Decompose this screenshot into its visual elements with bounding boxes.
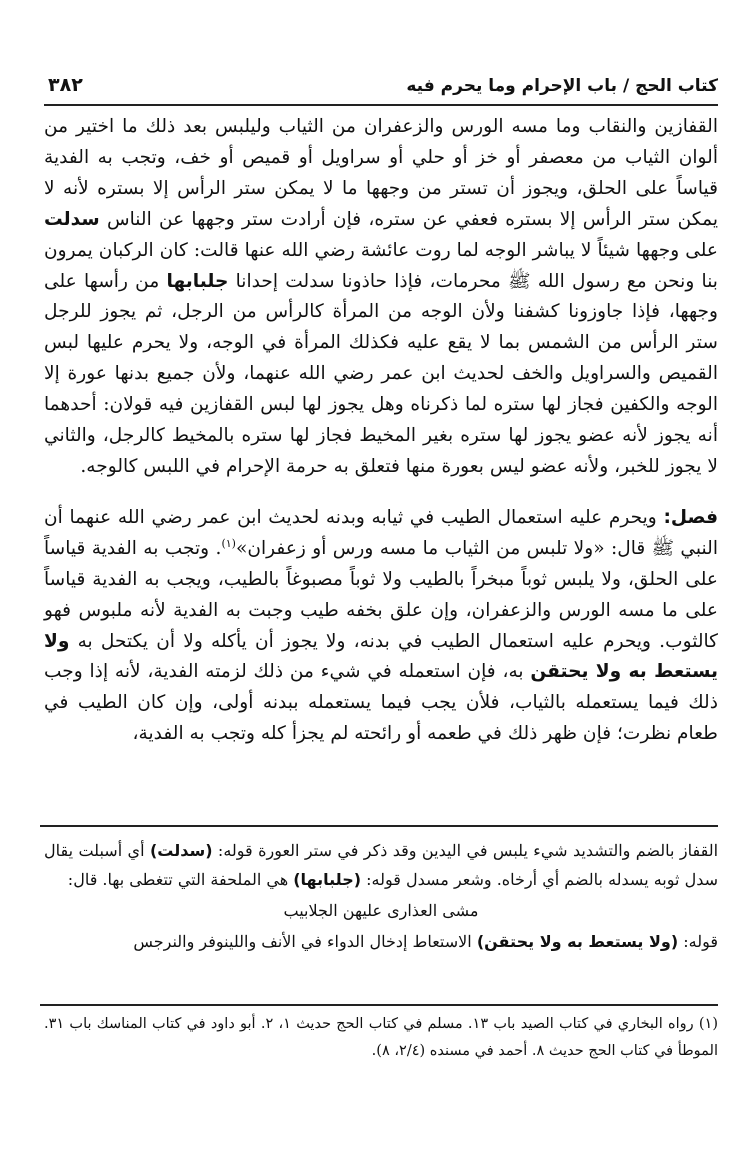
paragraph-2	[44, 503, 718, 750]
keyword-istaat: ولا يستعط به ولا يحتقن	[44, 630, 718, 683]
divider	[40, 1004, 718, 1006]
text-run: قوله:	[683, 932, 718, 951]
footnotes	[44, 1011, 718, 1065]
note-keyword: (جلبابها)	[293, 870, 362, 889]
commentary-notes	[44, 836, 718, 956]
note-keyword: (ولا يستعط به ولا يحتقن)	[476, 932, 679, 951]
text-run: على وجهها شيئاً لا يباشر الوجه لما روت عائشة رضي الله عنها قالت: كان الركبان يمرون بنا ونحن مع رسول الله ﷺ محرمات، فإذا حاذونا سدلت إحدانا	[44, 239, 718, 292]
footnote-ref[interactable]: (١)	[221, 536, 236, 550]
note-keyword: (سدلت)	[149, 841, 213, 860]
text-run: الاستعاط إدخال الدواء في الأنف واللينوفر والنرجس	[133, 932, 472, 951]
text-run: من رأسها على وجهها، فإذا جاوزونا كشفنا ولأن الوجه من المرأة كالرأس من الرجل، ثم يجوز للرجل ستر الرأس من الشمس بما لا يقع عليه فكذلك المرأة في الوجه، ولا يحرم عليها لبس القميص والسراويل والخف لحديث ابن عمر رضي الله عنهما، ولأن جميع بدنها عورة إلا الوجه والكفين فجاز لها ستره لما ذكرناه وهل يجوز لها لبس القفازين فيه قولان: أحدهما أنه يجوز لأنه عضو يجوز لها ستره بغير المخيط فجاز لها ستره بالمخيط كالرجل، والثاني لا يجوز للخبر، ولأنه عضو ليس بعورة منها فتعلق به حرمة الإحرام في اللبس كالوجه.	[44, 270, 718, 477]
keyword-jilbabaha: جلبابها	[166, 270, 229, 292]
paragraph-1	[44, 112, 718, 483]
footnote-1: (١) رواه البخاري في كتاب الصيد باب ١٣. مسلم في كتاب الحج حديث ١، ٢. أبو داود في كتاب المناسك باب ٣١. الموطأ في كتاب الحج حديث ٨. أحمد في مسنده (٢/٤، ٨).	[44, 1016, 718, 1059]
keyword-sadalat: سدلت	[44, 208, 100, 230]
text-run: به، فإن استعمله في شيء من ذلك لزمته الفدية، لأنه إذا وجب ذلك فيما يستعمله بالثياب، فلأن يجب فيما يستعمله ببدنه أولى، وإن كان الطيب في طعام نظرت؛ فإن ظهر ذلك في طعمه أو رائحته لم يجزأ كله وتجب به الفدية،	[44, 661, 718, 745]
text-run: . وتجب به الفدية قياساً على الحلق، ولا يلبس ثوباً مبخراً بالطيب ولا ثوباً مصبوغاً بالطيب، ويجب به الفدية قياساً على ما مسه الورس والزعفران، وإن علق بخفه طيب وجبت به الفدية لأنه ملبوس فهو كالثوب. ويحرم عليه استعمال الطيب في بدنه، ولا يجوز أن يأكله ولا أن يكتحل به	[44, 537, 718, 652]
section-label: فصل:	[663, 506, 718, 528]
chapter-title: كتاب الحج / باب الإحرام وما يحرم فيه	[406, 76, 718, 96]
running-header	[44, 70, 718, 106]
page-number: ٣٨٢	[48, 74, 83, 96]
divider	[40, 825, 718, 827]
text-run: ويحرم عليه استعمال الطيب في ثيابه وبدنه لحديث ابن عمر رضي الله عنهما أن النبي ﷺ قال: «ولا تلبس من الثياب ما مسه ورس أو زعفران»	[44, 506, 718, 559]
text-run: هي الملحفة التي تتغطى بها. قال:	[67, 870, 289, 889]
text-run: القفازين والنقاب وما مسه الورس والزعفران من الثياب وليلبس بعد ذلك ما اختير من ألوان الثياب من معصفر أو خز أو حلي أو سراويل أو قميص أو خف، وتجب به الفدية قياساً على الحلق، ويجوز أن تستر من وجهها ما لا يمكن ستر الرأس إلا بستره لأنه لا يمكن ستر الرأس إلا بستره فعفي عن ستره، فإن أرادت ستر وجهها عن الناس	[44, 116, 718, 230]
text-run: أي أسبلت يقال سدل ثوبه يسدله بالضم أي أرخاه. وشعر مسدل قوله:	[44, 841, 718, 889]
main-text	[44, 112, 718, 750]
note-2	[44, 927, 718, 956]
poetry-verse: مشى العذارى عليهن الجلابيب	[283, 901, 479, 920]
note-1	[44, 836, 718, 894]
text-run: القفاز بالضم والتشديد شيء يلبس في اليدين وقد ذكر في ستر العورة قوله:	[217, 841, 719, 860]
